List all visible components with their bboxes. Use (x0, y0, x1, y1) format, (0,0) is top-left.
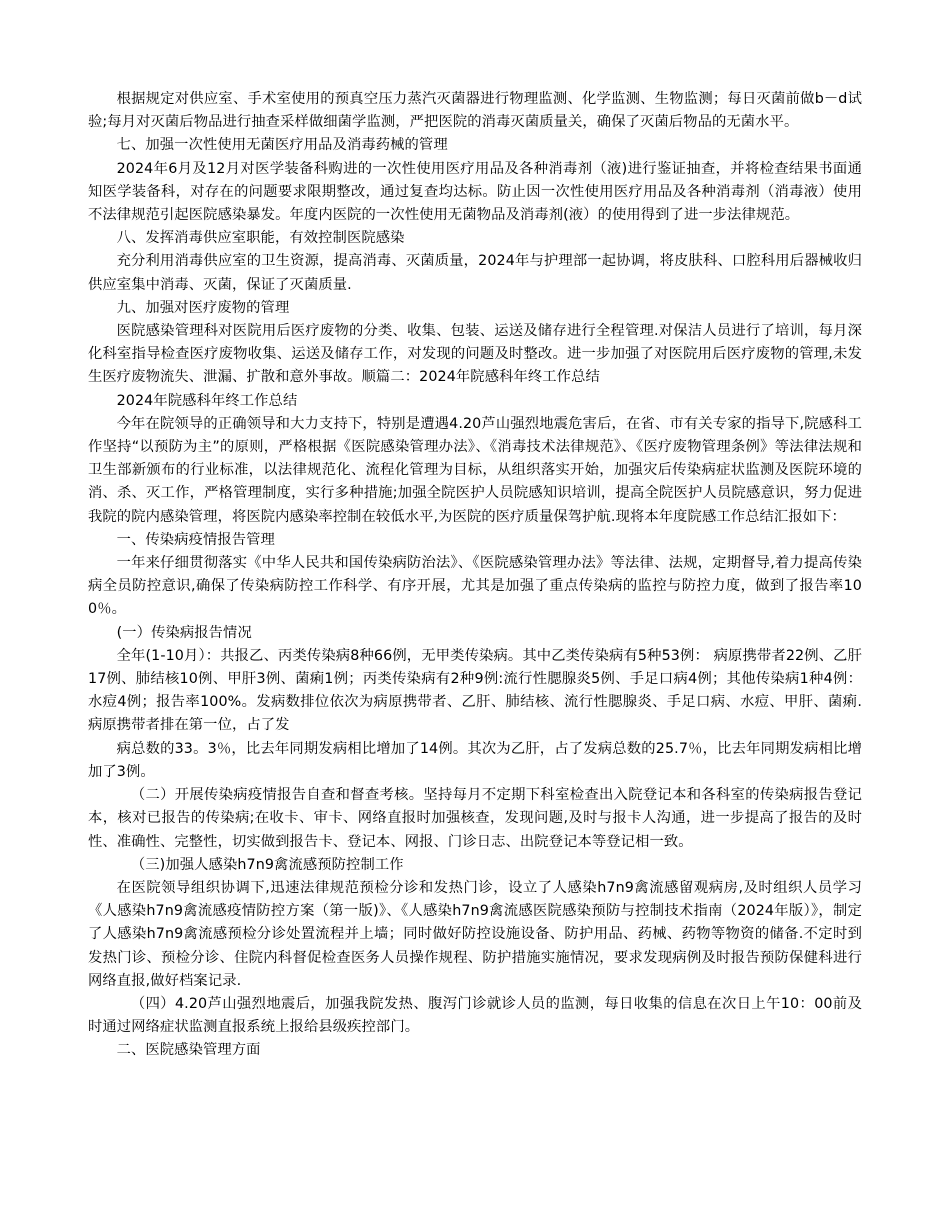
h7n9-paragraph: 在医院领导组织协调下,迅速法律规范预检分诊和发热门诊，设立了人感染h7n9禽流感留观病房,及时组织人员学习《人感染h7n9禽流感疫情防控方案（第一版)》、《人感染h7n9禽流感医院感染预防与控制技术指南（2024年版）》，制定了人感染h7n9禽流感预检分诊处置流程并上墙；同时做好防控设施设备、防护用品、药械、药物等物资的储备.不定时到发热门诊、预检分诊、住院内科督促检查医务人员操作规程、防护措施实施情况，要求发现病例及时报告预防保健科进行网络直报,做好档案记录. (88, 879, 862, 989)
supply-room-paragraph: 充分利用消毒供应室的卫生资源，提高消毒、灭菌质量，2024年与护理部一起协调，将皮肤科、口腔科用后器械收归供应室集中消毒、灭菌，保证了灭菌质量. (88, 253, 862, 293)
part-1-heading: 一、传染病疫情报告管理 (116, 531, 275, 548)
summary-intro-paragraph: 今年在院领导的正确领导和大力支持下，特别是遭遇4.20芦山强烈地震危害后，在省、市有关专家的指导下,院感科工作坚持“以预防为主”的原则，严格根据《医院感染管理办法》、《消毒技术法律规范》、《医疗废物管理条例》等法律法规和卫生部新颁布的行业标准，以法律规范化、流程化管理为目标，从组织落实开始，加强灾后传染病症状监测及医院环境的消、杀、灭工作，严格管理制度，实行多种措施;加强全院医护人员院感知识培训，提高全院医护人员院感意识，努力促进我院的院内感染管理，将医院内感染率控制在较低水平,为医院的医疗质量保驾护航.现将本年度院感工作总结汇报如下： (88, 415, 862, 525)
h7n9-heading: （三)加强人感染h7n9禽流感预防控制工作 (130, 856, 404, 873)
earthquake-monitoring-paragraph: （四）4.20芦山强烈地震后，加强我院发热、腹泻门诊就诊人员的监测，每日收集的信息在次日上午10：00前及时通过网络症状监测直报系统上报给县级疾控部门。 (88, 995, 862, 1036)
disposable-items-paragraph: 2024年6月及12月对医学装备科购进的一次性使用医疗用品及各种消毒剂（液)进行鉴证抽查，并将检查结果书面通知医学装备科，对存在的问题要求限期整改，通过复查均达标。防止因一次性使用医疗用品及各种消毒剂（消毒液）使用不法律规范引起医院感染暴发。年度内医院的一次性使用无菌物品及消毒剂(液）的使用得到了进一步法律规范。 (88, 160, 862, 224)
section-7-heading: 七、加强一次性使用无菌医疗用品及消毒药械的管理 (116, 137, 448, 154)
sterilizer-monitoring-paragraph: 根据规定对供应室、手术室使用的预真空压力蒸汽灭菌器进行物理监测、化学监测、生物监测；每日灭菌前做b－d试验;每月对灭菌后物品进行抽查采样做细菌学监测，严把医院的消毒灭菌质量关，确保了灭菌后物品的无菌水平。 (88, 91, 862, 131)
document-page (88, 88, 862, 1063)
summary-title: 2024年院感科年终工作总结 (116, 392, 298, 409)
medical-waste-paragraph: 医院感染管理科对医院用后医疗废物的分类、收集、包装、运送及储存进行全程管理.对保洁人员进行了培训，每月深化科室指导检查医疗废物收集、运送及储存工作，对发现的问题及时整改。进一步加强了对医院用后医疗废物的管理,未发生医疗废物流失、泄漏、扩散和意外事故。顺篇二：2024年院感科年终工作总结 (88, 323, 862, 386)
section-9-heading: 九、加强对医疗废物的管理 (116, 299, 290, 316)
case-statistics-paragraph: 全年(1-10月）：共报乙、丙类传染病8种66例，无甲类传染病。其中乙类传染病有5种53例： 病原携带者22例、乙肝17例、肺结核10例、甲肝3例、菌痢1例；丙类传染病有2种9例:流行性腮腺炎5例、手足口病4例；其他传染病1种4例：水痘4例；报告率100%。发病数排位依次为病原携带者、乙肝、肺结核、流行性腮腺炎、手足口病、水痘、甲肝、菌痢.病原携带者排在第一位，占了发 (88, 647, 862, 734)
part-2-heading: 二、医院感染管理方面 (116, 1042, 261, 1059)
self-inspection-paragraph: （二）开展传染病疫情报告自查和督查考核。坚持每月不定期下科室检查出入院登记本和各科室的传染病报告登记本，核对已报告的传染病;在收卡、审卡、网络直报时加强核查，发现问题,及时与报卡人沟通，进一步提高了报告的及时性、准确性、完整性，切实做到报告卡、登记本、网报、门诊日志、出院登记本等登记相一致。 (88, 787, 862, 850)
report-status-heading: (一）传染病报告情况 (116, 624, 252, 641)
section-8-heading: 八、发挥消毒供应室职能，有效控制医院感染 (116, 230, 405, 247)
case-ratio-paragraph: 病总数的33。3％，比去年同期发病相比增加了14例。其次为乙肝，占了发病总数的25.7％，比去年同期发病相比增加了3例。 (88, 740, 862, 780)
law-implementation-paragraph: 一年来仔细贯彻落实《中华人民共和国传染病防治法》、《医院感染管理办法》等法律、法规，定期督导,着力提高传染病全员防控意识,确保了传染病防控工作科学、有序开展，尤其是加强了重点传染病的监控与防控力度，做到了报告率100％。 (88, 555, 862, 618)
